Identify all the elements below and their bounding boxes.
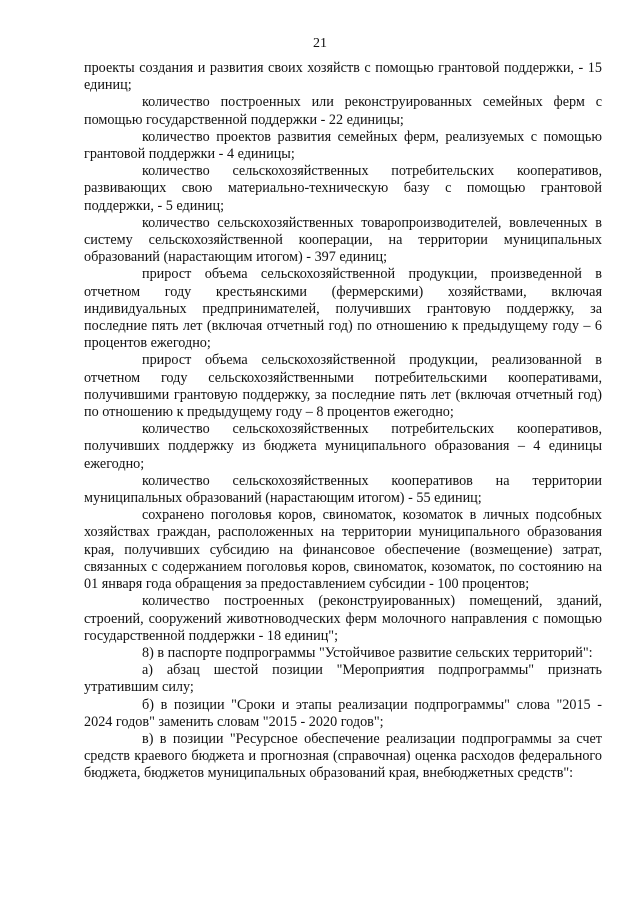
paragraph: сохранено поголовья коров, свиноматок, козоматок в личных подсобных хозяйствах граждан, расположенных на территории муниципального образования края, получивших субсидию на финансовое обеспечение (возмещение) затрат, связанных с содержанием поголовья коров, свиноматок, козоматок, по состоянию на 01 января года обращения за предоставлением субсидии - 100 процентов; — [84, 507, 602, 593]
paragraph: количество сельскохозяйственных потребительских кооперативов, развивающих свою материально-техническую базу с помощью грантовой поддержки, - 5 единиц; — [84, 163, 602, 214]
paragraph: количество построенных (реконструированных) помещений, зданий, строений, сооружений животноводческих ферм молочного направления с помощью государственной поддержки - 18 единиц"; — [84, 593, 602, 644]
paragraph: количество сельскохозяйственных потребительских кооперативов, получивших поддержку из бюджета муниципального образования – 4 единицы ежегодно; — [84, 421, 602, 472]
page-number: 21 — [313, 36, 327, 51]
document-body — [84, 60, 602, 783]
paragraph: количество сельскохозяйственных товаропроизводителей, вовлеченных в систему сельскохозяйственной кооперации, на территории муниципальных образований (нарастающим итогом) - 397 единиц; — [84, 214, 602, 266]
paragraph: прирост объема сельскохозяйственной продукции, реализованной в отчетном году сельскохозяйственными потребительскими кооперативами, получившими грантовую поддержку, за последние пять лет (включая отчетный год) по отношению к предыдущему году – 8 процентов ежегодно; — [84, 352, 602, 421]
paragraph: 8) в паспорте подпрограммы "Устойчивое развитие сельских территорий": — [142, 644, 593, 661]
paragraph: проекты создания и развития своих хозяйств с помощью грантовой поддержки, - 15 единиц; — [84, 60, 602, 94]
paragraph: б) в позиции "Сроки и этапы реализации подпрограммы" слова "2015 - 2024 годов" заменить словам "2015 - 2020 годов"; — [84, 696, 602, 730]
paragraph: количество построенных или реконструированных семейных ферм с помощью государственной поддержки - 22 единицы; — [84, 94, 602, 128]
paragraph: в) в позиции "Ресурсное обеспечение реализации подпрограммы за счет средств краевого бюджета и прогнозная (справочная) оценка расходов федерального бюджета, бюджетов муниципальных образований края, внебюджетных средств": — [84, 730, 602, 782]
paragraph: количество проектов развития семейных ферм, реализуемых с помощью грантовой поддержки - 4 единицы; — [84, 128, 602, 163]
paragraph: прирост объема сельскохозяйственной продукции, произведенной в отчетном году крестьянскими (фермерскими) хозяйствами, включая индивидуальных предпринимателей, получивших грантовую поддержку, за последние пять лет (включая отчетный год) по отношению к предыдущему году – 6 процентов ежегодно; — [84, 266, 602, 352]
paragraph: количество сельскохозяйственных кооперативов на территории муниципальных образований (нарастающим итогом) - 55 единиц; — [84, 472, 602, 507]
paragraph: а) абзац шестой позиции "Мероприятия подпрограммы" признать утратившим силу; — [84, 662, 602, 696]
